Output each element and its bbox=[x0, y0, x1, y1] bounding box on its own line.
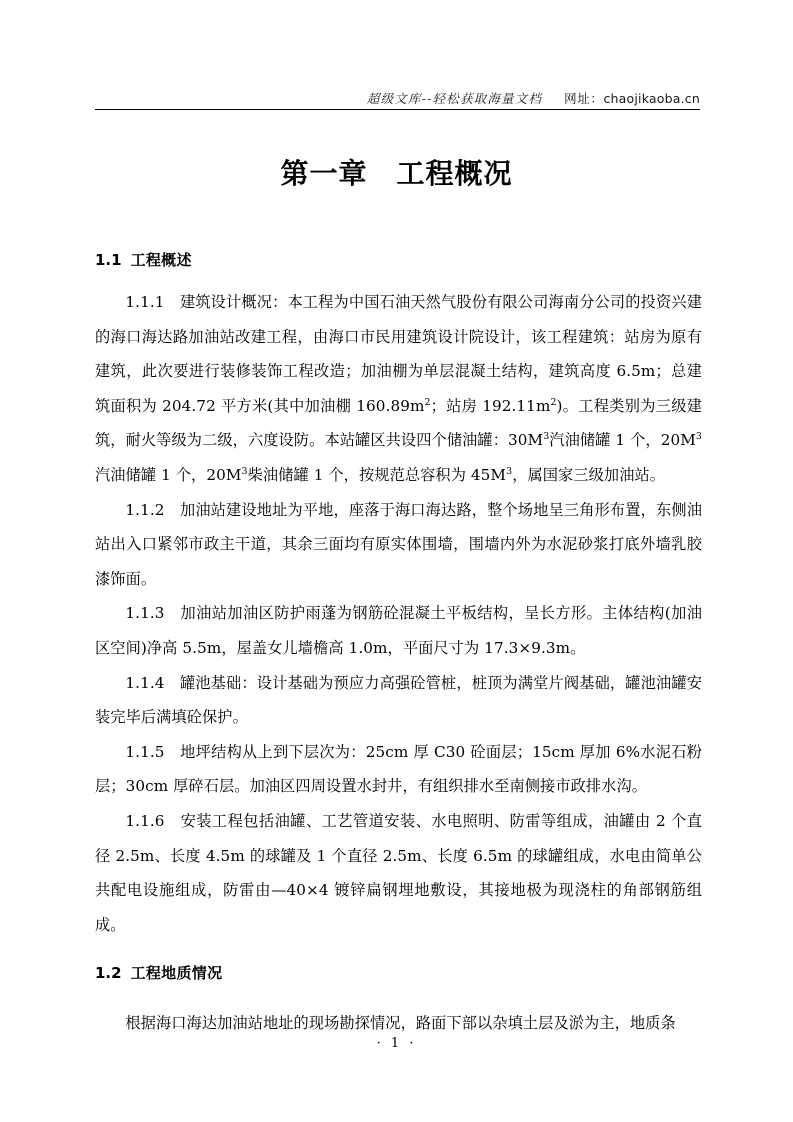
header-url: chaojikaoba.cn bbox=[603, 91, 700, 106]
superscript-cube: 3 bbox=[506, 465, 513, 477]
superscript-square: 2 bbox=[550, 396, 557, 408]
spacer bbox=[95, 942, 702, 956]
section-number-1-2: 1.2 bbox=[95, 964, 122, 983]
paragraph-1-1-2: 1.1.2 加油站建设地址为平地，座落于海口海达路，整个场地呈三角形布置，东侧油站出入口紧邻市政主干道，其余三面均有原实体围墙，围墙内外为水泥砂浆打底外墙乳胶漆饰面。 bbox=[95, 500, 702, 588]
par-text-g: ，属国家三级加油站。 bbox=[512, 465, 666, 484]
chapter-title: 第一章 工程概况 bbox=[280, 157, 513, 190]
header-text bbox=[367, 89, 700, 107]
page-footer: · 1 · bbox=[376, 1036, 417, 1051]
par-text-d: 汽油储罐 1 个，20M bbox=[549, 431, 696, 450]
paragraph-1-1-5: 1.1.5 地坪结构从上到下层次为：25cm 厚 C30 砼面层；15cm 厚加 6%水泥石粉层；30cm 厚碎石层。加油区四周设置水封井，有组织排水至南侧接市政排水沟。 bbox=[95, 742, 702, 796]
paragraph-1-2-1: 根据海口海达加油站地址的现场勘探情况，路面下部以杂填土层及淤为主，地质条 bbox=[125, 1014, 676, 1033]
par-text-e: 汽油储罐 1 个，20M bbox=[95, 465, 242, 484]
document-body bbox=[95, 243, 702, 1041]
paragraph-1-1-6: 1.1.6 安装工程包括油罐、工艺管道安装、水电照明、防雷等组成，油罐由 2 个直径 2.5m、长度 4.5m 的球罐及 1 个直径 2.5m、长度 6.5m 的球罐组成，水电由简单公共配电设施组成，防雷由—40×4 镀锌扁钢埋地敷设，其接地极为现浇柱的角部钢筋组成。 bbox=[95, 811, 702, 934]
paragraph-1-1-3: 1.1.3 加油站加油区防护雨蓬为钢筋砼混凝土平板结构，呈长方形。主体结构(加油区空间)净高 5.5m，屋盖女儿墙檐高 1.0m，平面尺寸为 17.3×9.3m。 bbox=[95, 604, 702, 657]
par-text-b: ；站房 192.11m bbox=[430, 396, 551, 415]
spacer bbox=[95, 277, 702, 285]
paragraph-1-1-1 bbox=[95, 285, 702, 493]
page-header bbox=[95, 84, 700, 110]
section-number-1-1: 1.1 bbox=[95, 251, 122, 269]
section-heading-1-2 bbox=[95, 956, 702, 990]
par-text-c: )。工程类别为三级建筑，耐火等级为二级，六度设防。本站罐区共设四个储油罐：30M bbox=[95, 396, 702, 450]
header-divider bbox=[95, 109, 700, 110]
superscript-square: 2 bbox=[424, 396, 431, 408]
header-site-name: 超级文库--轻松获取海量文档 bbox=[366, 91, 543, 106]
section-title-1-1: 工程概述 bbox=[130, 251, 192, 269]
par-text-f: 柴油储罐 1 个，按规范总容积为 45M bbox=[247, 465, 507, 484]
section-heading-1-1 bbox=[95, 243, 702, 277]
section-title-1-2: 工程地质情况 bbox=[130, 964, 223, 983]
superscript-cube: 3 bbox=[241, 465, 248, 477]
superscript-cube: 3 bbox=[543, 431, 550, 443]
paragraph-1-1-4: 1.1.4 罐池基础：设计基础为预应力高强砼管桩，桩顶为满堂片阀基础，罐池油罐安装完毕后满填砼保护。 bbox=[95, 673, 702, 727]
par-text-a: 1.1.1 建筑设计概况：本工程为中国石油天然气股份有限公司海南分公司的投资兴建的海口海达路加油站改建工程，由海口市民用建筑设计院设计，该工程建筑：站房为原有建筑，此次要进行装修装饰工程改造；加油棚为单层混凝土结构，建筑高度 6.5m；总建筑面积为 204.72 平方米(其中加油棚 160.89m bbox=[95, 293, 702, 415]
header-url-label: 网址： bbox=[564, 91, 604, 106]
spacer bbox=[95, 990, 702, 1006]
superscript-cube: 3 bbox=[695, 431, 702, 443]
